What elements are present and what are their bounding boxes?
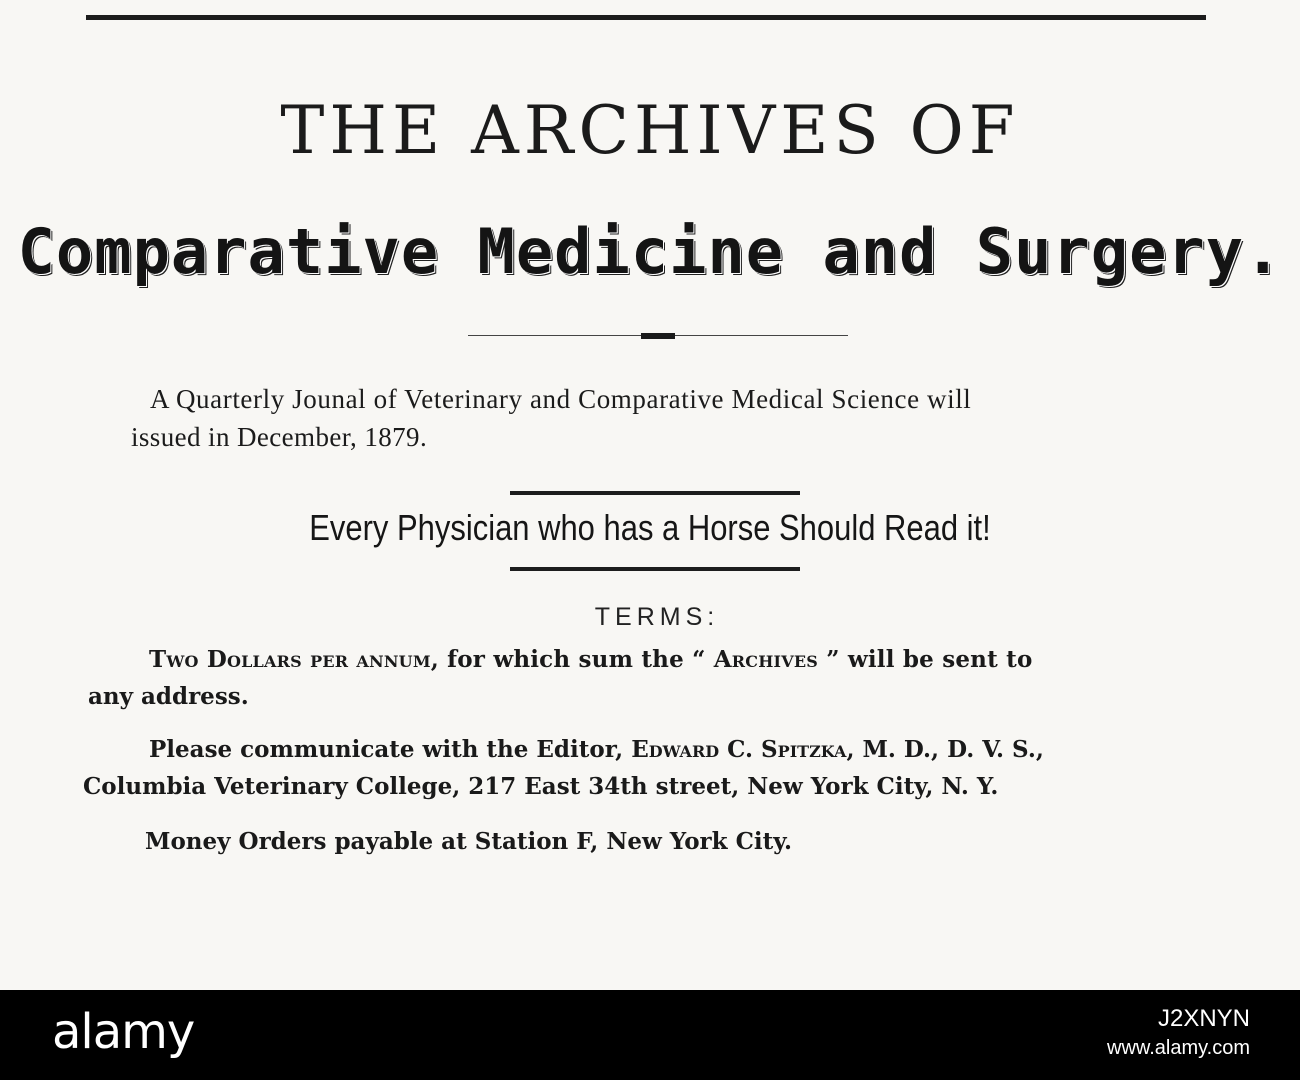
terms-price: Two Dollars per annum <box>149 646 431 673</box>
contact-line-1 <box>149 733 1044 767</box>
image-code: J2XNYN <box>1157 1005 1250 1032</box>
terms-heading: TERMS: <box>594 603 720 631</box>
terms-end: ” will be sent to <box>818 646 1033 673</box>
image-id-block <box>1107 1004 1250 1062</box>
intro-line-2: issued in December, 1879. <box>131 422 428 452</box>
contact-line-2: Columbia Veterinary College, 217 East 34th street, New York City, N. Y. <box>83 773 999 800</box>
slogan: Every Physician who has a Horse Should Read it! <box>309 507 991 548</box>
money-orders-line: Money Orders payable at Station F, New York City. <box>145 828 792 855</box>
editor-name: Edward C. Spitzka <box>631 736 847 763</box>
contact-lead: Please communicate with the Editor, <box>149 736 632 763</box>
footer-url: www.alamy.com <box>1107 1037 1250 1059</box>
intro-line-1: A Quarterly Jounal of Veterinary and Comparative Medical Science will <box>150 384 972 414</box>
terms-archives: Archives <box>713 646 819 673</box>
top-rule <box>86 15 1206 20</box>
ornament-block <box>641 333 675 339</box>
watermark-footer <box>0 990 1300 1080</box>
title-line-2: Comparative Medicine and Surgery. <box>17 215 1283 288</box>
terms-line-1 <box>149 643 1033 677</box>
slogan-rule-bottom <box>510 567 800 571</box>
alamy-logo: alamy <box>52 1004 195 1060</box>
slogan-rule-top <box>510 491 800 495</box>
editor-credentials: , M. D., D. V. S., <box>846 736 1044 763</box>
terms-line-2: any address. <box>88 683 249 710</box>
terms-middle: , for which sum the “ <box>430 646 714 673</box>
title-line-1: THE ARCHIVES OF <box>280 92 1020 169</box>
